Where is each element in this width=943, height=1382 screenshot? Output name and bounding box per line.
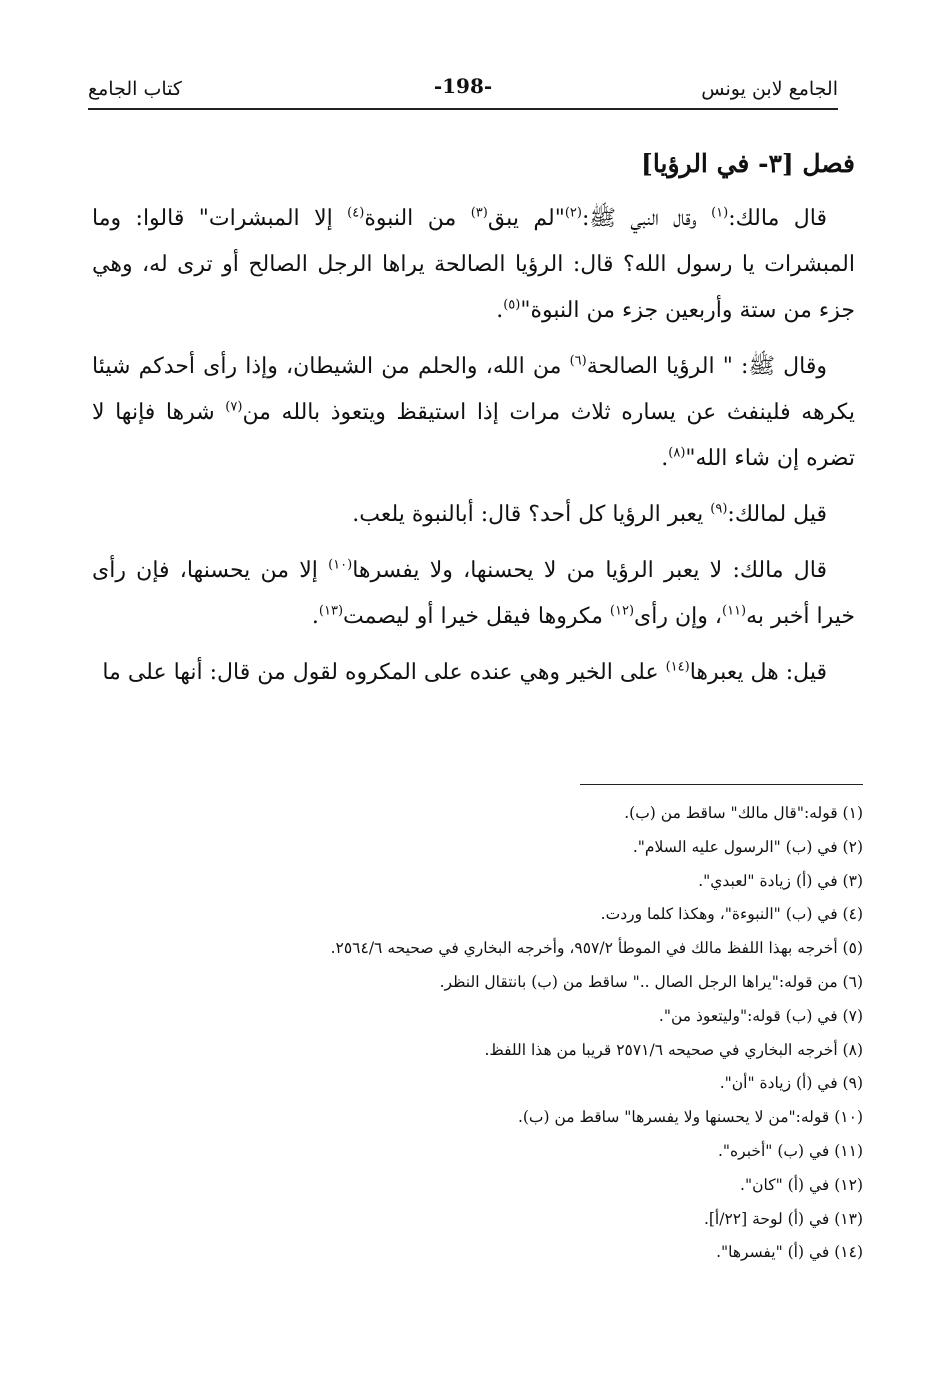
paragraph-text: يعبر الرؤيا كل أحد؟ قال: أبالنبوة يلعب. xyxy=(352,502,711,527)
footnote-item: (١١) في (ب) "أخبره". xyxy=(718,1141,863,1160)
paragraph-text: وقال ﷺ: " الرؤيا الصالحة xyxy=(586,354,828,379)
footnote-item: (٧) في (ب) قوله:"وليتعوذ من". xyxy=(658,1006,863,1025)
footnote-marker: (٤) xyxy=(347,205,365,221)
paragraph-text: . xyxy=(311,604,319,629)
header-book-title: الجامع لابن يونس xyxy=(701,78,838,100)
footnote-item: (٤) في (ب) "النبوءة"، وهكذا كلما وردت. xyxy=(600,905,863,924)
header-chapter-title: كتاب الجامع xyxy=(88,78,182,100)
paragraph-text: قيل: هل يعبرها xyxy=(689,660,827,685)
footnote-marker: (١٤) xyxy=(665,659,690,675)
footnote-marker: (٧) xyxy=(225,399,243,415)
footnote-marker: (١١) xyxy=(721,603,747,619)
footnote-marker: (٥) xyxy=(503,297,521,313)
paragraph-text: إلا من يحسنها، فإن رأى خيرا أخبر به xyxy=(92,558,855,629)
footnote-marker: (٦) xyxy=(569,353,587,369)
main-text xyxy=(92,142,855,706)
paragraph-text: . xyxy=(661,446,669,471)
paragraph-text: على الخير وهي عنده على المكروه لقول من قال: أنها على ما xyxy=(102,660,666,685)
footnote-separator xyxy=(580,784,863,785)
paragraph-text: "لم يبق xyxy=(487,206,565,231)
footnote-item: (٦) من قوله:"يراها الرجل الصال .." ساقط من (ب) بانتقال النظر. xyxy=(439,972,863,991)
footnote-item: (١٣) في (أ) لوحة [٢٢/أ]. xyxy=(703,1209,863,1228)
paragraph-text: قال مالك: xyxy=(728,206,827,231)
footnote-item: (٣) في (أ) زيادة "لعبدي". xyxy=(698,871,863,890)
paragraph xyxy=(92,548,855,640)
footnote-marker: (١٠) xyxy=(328,557,353,573)
footnote-marker: (٩) xyxy=(710,501,728,517)
paragraph-text: مكروها فيقل خيرا أو ليصمت xyxy=(343,604,610,629)
footnote-marker: (١٢) xyxy=(609,603,635,619)
footnote-item: (١٢) في (أ) "كان". xyxy=(740,1175,863,1194)
footnote-item: (٢) في (ب) "الرسول عليه السلام". xyxy=(632,837,863,856)
page-number: -198- xyxy=(433,74,493,98)
footnote-item: (١٤) في (أ) "يفسرها". xyxy=(716,1243,863,1262)
paragraph-text: وقال النبي ﷺ: xyxy=(581,206,712,231)
paragraph xyxy=(92,650,855,696)
paragraph xyxy=(92,196,855,334)
footnote-marker: (٨) xyxy=(668,445,686,461)
paragraph-text: من الله، والحلم من الشيطان، وإذا رأى أحدكم شيئا يكرهه فلينفث عن يساره ثلاث مرات إذا استيقظ ويتعوذ بالله من xyxy=(92,354,855,425)
paragraph-text: قال مالك: لا يعبر الرؤيا من لا يحسنها، ولا يفسرها xyxy=(352,558,827,583)
paragraph-text: قيل لمالك: xyxy=(727,502,827,527)
paragraph-text: من النبوة xyxy=(364,206,471,231)
footnote-item: (٥) أخرجه بهذا اللفظ مالك في الموطأ ٩٥٧/٢، وأخرجه البخاري في صحيحه ٢٥٦٤/٦. xyxy=(330,939,863,958)
footnote-marker: (٣) xyxy=(470,205,488,221)
footnote-item: (٩) في (أ) زيادة "أن". xyxy=(719,1074,863,1093)
paragraph-text: ، وإن رأى xyxy=(634,604,722,629)
paragraph-text: إلا المبشرات" قالوا: وما المبشرات يا رسول الله؟ قال: الرؤيا الصالحة يراها الرجل الصالح أو ترى له، وهي جزء من ستة وأربعين جزء من النبوة" xyxy=(92,206,855,323)
footnote-marker: (٢) xyxy=(564,205,582,221)
paragraph-text: شرها فإنها لا تضره إن شاء الله" xyxy=(92,400,855,471)
footnotes-list xyxy=(200,797,863,1270)
running-header xyxy=(88,72,838,110)
footnote-marker: (١٣) xyxy=(318,603,344,619)
footnote-item: (١٠) قوله:"من لا يحسنها ولا يفسرها" ساقط من (ب). xyxy=(517,1108,863,1127)
section-title: فصل [٣- في الرؤيا] xyxy=(641,149,855,178)
footnote-marker: (١) xyxy=(711,205,729,221)
paragraph xyxy=(92,492,855,538)
footnote-item: (٨) أخرجه البخاري في صحيحه ٢٥٧١/٦ قريبا من هذا اللفظ. xyxy=(484,1040,863,1059)
paragraph-text: . xyxy=(496,298,504,323)
paragraphs xyxy=(92,196,855,696)
paragraph xyxy=(92,344,855,482)
footnote-item: (١) قوله:"قال مالك" ساقط من (ب). xyxy=(624,804,863,822)
